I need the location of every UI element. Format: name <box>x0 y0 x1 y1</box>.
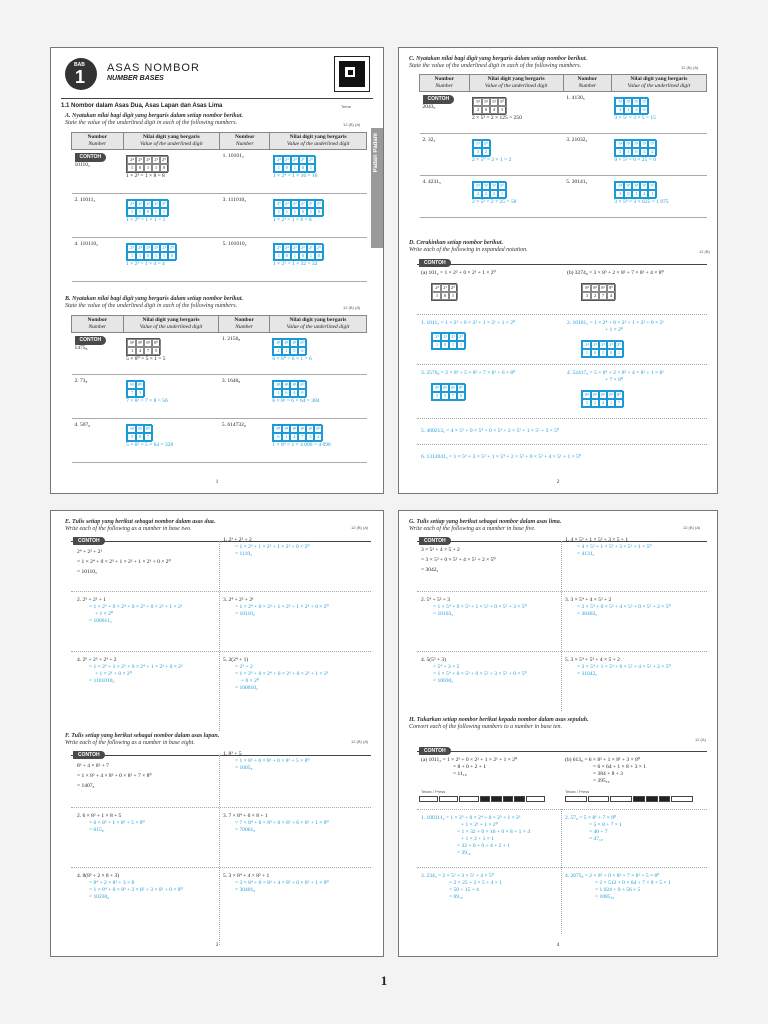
answer-d5: 5. 400213₅ = 4 × 5⁵ + 0 × 5⁴ + 0 × 5³ + 2 × 5² + 1 × 5¹ + 3 × 5⁰ <box>421 428 560 434</box>
answer-f1-line1: = 1 × 8³ + 0 × 8² + 0 × 8¹ + 5 × 8⁰ <box>235 758 310 764</box>
question-b-mark: 12 (B) (A) <box>343 305 361 310</box>
page-3 <box>50 510 384 957</box>
qr-code <box>334 56 370 92</box>
item-e3 <box>223 597 329 618</box>
item-g2 <box>421 597 527 618</box>
answer-g4-line3: = 10030₅ <box>433 678 454 684</box>
item-f3 <box>223 813 329 834</box>
answer-h2-line1: 2. 57₈ = 5 × 8¹ + 7 × 8⁰ <box>565 815 617 821</box>
place-value-grid: 2⁴ 2³ 2² 2¹ 2⁰ 1 0 1 0 1 <box>273 155 315 173</box>
answer-f3-line2: = 70061₈ <box>235 827 256 833</box>
answer-e4-line1: = 1 × 2⁶ + 1 × 2⁵ + 0 × 2⁴ + 1 × 2³ + 0 × 2² <box>89 664 183 670</box>
answer-e5-line2: = 1 × 2⁵ + 0 × 2⁴ + 0 × 2³ + 0 × 2² + 1 × 2¹ <box>235 671 329 677</box>
answer-f4-line3: = 10230₈ <box>89 894 110 900</box>
page-2 <box>398 47 718 494</box>
example-g-line2: = 3 × 5³ + 0 × 5² + 4 × 5¹ + 2 × 5⁰ <box>421 557 496 563</box>
item-e4 <box>77 657 183 685</box>
chapter-badge <box>65 58 97 90</box>
question-d-text: D. Cerakinkan setiap nombor berikut. <box>409 240 504 246</box>
tema-tag: Tema <box>341 104 351 109</box>
question-a <box>65 113 355 127</box>
item-g3 <box>565 597 671 618</box>
example-h-b-line4: = 395₁₀ <box>593 778 610 784</box>
grid-d-b: 8³ 8² 8¹ 8⁰ 3 2 7 4 <box>581 281 615 301</box>
place-value-grid: 5³ 5² 5¹ 5⁰ 4 1 3 0 <box>614 97 648 115</box>
answer-e3-line1: = 1 × 2⁴ + 0 × 2³ + 1 × 2² + 1 × 2¹ + 0 × 2⁰ <box>235 604 329 610</box>
answer-a4: 1 × 2² = 1 × 4 = 4 <box>126 261 165 267</box>
item-a3: 3. 111010₂ <box>220 194 270 238</box>
th-number: Number <box>88 141 107 147</box>
contoh-label: CONTOH <box>75 153 107 162</box>
th-number: Number <box>88 324 107 330</box>
item-c3: 3. 21032₅ <box>563 134 611 176</box>
item-e5-question: 5. 2(2⁴ + 1) <box>223 657 249 663</box>
item-f3-question: 3. 7 × 8⁴ + 6 × 8 + 1 <box>223 813 268 819</box>
answer-h4-line1: 4. 2075₈ = 2 × 8³ + 0 × 8² + 7 × 8¹ + 5 × 8⁰ <box>565 873 660 879</box>
question-b-english: State the value of the underlined digit in each of the following numbers. <box>65 303 238 309</box>
question-c <box>409 56 699 70</box>
answer-h3-line4: = 69₁₀ <box>449 894 463 900</box>
item-f4 <box>77 873 183 901</box>
question-b-text: B. Nyatakan nilai bagi digit yang bergaris dalam setiap nombor berikut. <box>65 296 244 302</box>
answer-h3-line2: = 2 × 25 + 3 × 5 + 4 × 1 <box>449 880 502 886</box>
example-number: 1475₈ <box>74 345 88 351</box>
place-value-grid: 8¹ 8⁰ 7 3 <box>126 380 144 398</box>
answer-g3-line1: = 3 × 5⁴ + 0 × 5³ + 4 × 5² + 0 × 5¹ + 2 × 5⁰ <box>577 604 671 610</box>
question-h <box>409 717 699 731</box>
th-nilai: Nilai digit yang bergaris <box>142 134 200 140</box>
place-value-grid: 2⁴ 2³ 2² 2¹ 2⁰ 1 1 0 1 1 <box>126 199 168 217</box>
page-number: 3 <box>215 943 219 948</box>
place-value-grid: 5⁴ 5³ 5² 5¹ 5⁰ 2 1 0 3 2 <box>614 139 656 157</box>
question-b <box>65 296 355 310</box>
answer-d6: 6. 1312041₅ = 1 × 5⁶ + 3 × 5⁵ + 1 × 5⁴ + 2 × 5³ + 0 × 5² + 4 × 5¹ + 1 × 5⁰ <box>421 454 581 460</box>
th-nilai: Nilai digit yang bergaris <box>630 76 688 82</box>
question-f <box>65 733 355 747</box>
example-number: 10110₂ <box>74 162 90 168</box>
th-number: Number <box>435 83 454 89</box>
example-working: 5 × 8⁰ = 5 × 1 = 5 <box>126 356 166 362</box>
answer-d2-cont: + 1 × 2⁰ <box>605 327 624 333</box>
contoh-label: CONTOH <box>75 336 107 345</box>
answer-e2-line2: + 1 × 2⁰ <box>95 611 114 617</box>
answer-e5-line1: = 2⁵ + 2 <box>235 664 253 670</box>
place-value-grid: 2⁴ 2³ 2² 2¹ 2⁰ 1 0 1 1 0 <box>126 155 168 173</box>
place-value-grid: 5³ 5² 5¹ 5⁰ 2 0 4 3 <box>472 97 506 115</box>
answer-b4: 5 × 8² = 5 × 64 = 320 <box>126 442 174 448</box>
item-c1: 1. 4130₅ <box>563 92 611 134</box>
answer-h4-line2: = 2 × 512 + 0 × 64 + 7 × 8 + 5 × 1 <box>595 880 671 886</box>
answer-f5-line2: = 30401₈ <box>235 887 256 893</box>
item-c4: 4. 4231₅ <box>420 176 470 218</box>
item-f5-question: 5. 3 × 8⁴ + 4 × 8² + 1 <box>223 873 270 879</box>
contoh-label: CONTOH <box>73 751 105 759</box>
answer-h1-line6: = 39₁₀ <box>457 850 471 856</box>
sheet-number: 1 <box>380 973 388 988</box>
th-nombor: Nombor <box>434 76 455 82</box>
item-c5: 5. 30141₅ <box>563 176 611 218</box>
table-a <box>71 132 367 282</box>
section-heading: 1.1 Nombor dalam Asas Dua, Asas Lapan dan Asas Lima <box>61 103 223 109</box>
item-a2: 2. 11011₂ <box>72 194 124 238</box>
answer-f4-line1: = 8⁴ + 2 × 8² + 3 × 8 <box>89 880 135 886</box>
answer-f4-line2: = 1 × 8⁴ + 0 × 8³ + 2 × 8² + 3 × 8¹ + 0 × 8⁰ <box>89 887 183 893</box>
question-e-text: E. Tulis setiap yang berikut sebagai nombor dalam asas dua. <box>65 519 216 525</box>
answer-g1-line2: = 4131₅ <box>577 551 595 557</box>
answer-e4-line3: = 1101010₂ <box>89 678 115 684</box>
item-g4 <box>421 657 527 685</box>
answer-f2-line2: = 615₈ <box>89 827 104 833</box>
question-a-english: State the value of the underlined digit in each of the following numbers. <box>65 120 238 126</box>
answer-e1-line2: = 1110₂ <box>235 551 252 557</box>
contoh-label: CONTOH <box>73 537 105 545</box>
answer-g3-line2: = 30402₅ <box>577 611 598 617</box>
example-e-line3: = 10110₂ <box>77 569 97 575</box>
answer-c5: 3 × 5⁴ = 3 × 625 = 1 875 <box>614 199 669 205</box>
th-nilai: Nilai digit yang bergaris <box>142 317 200 323</box>
place-value-grid: 8² 8¹ 8⁰ 5 0 7 <box>126 424 152 442</box>
answer-b5: 1 × 8⁴ = 1 × 4 096 = 4 096 <box>272 442 331 448</box>
answer-b2: 7 × 8¹ = 7 × 8 = 56 <box>126 398 168 404</box>
example-h-a-line3: = 11₁₀ <box>453 771 467 777</box>
answer-a1: 1 × 2⁴ = 1 × 16 = 16 <box>272 173 318 179</box>
answer-c1: 3 × 5¹ = 3 × 5 = 15 <box>614 115 656 121</box>
item-g5 <box>565 657 671 678</box>
item-g1 <box>565 537 652 558</box>
place-value-grid: 8³ 8² 8¹ 8⁰ 1 6 4 0 <box>272 380 306 398</box>
page-1 <box>50 47 384 494</box>
th-number: Number <box>578 83 597 89</box>
th-number: Number <box>235 324 253 330</box>
item-e1-question: 1. 2³ + 2² + 2 <box>223 537 252 543</box>
th-nombor: Nombor <box>87 317 108 323</box>
answer-d2: 2. 10101₂ = 1 × 2⁴ + 0 × 2³ + 1 × 2² + 0 × 2¹ <box>567 320 664 326</box>
answer-e1-line1: = 1 × 2³ + 1 × 2² + 1 × 2¹ + 0 × 2⁰ <box>235 544 310 550</box>
answer-h4-line3: = 1 024 + 0 + 56 + 5 <box>595 887 641 893</box>
place-value-grid: 5³ 5² 5¹ 5⁰ 4 2 3 1 <box>472 181 506 199</box>
answer-h2-line3: = 40 + 7 <box>589 829 608 835</box>
question-g-english: Write each of the following as a number in base five. <box>409 526 536 532</box>
example-h-a-line1: (a) 1011₂ = 1 × 2³ + 0 × 2² + 1 × 2¹ + 1 × 2⁰ <box>421 757 518 763</box>
chapter-subtitle: NUMBER BASES <box>107 75 164 82</box>
item-g3-question: 3. 3 × 5⁴ + 4 × 5² + 2 <box>565 597 612 603</box>
question-e <box>65 519 355 533</box>
question-e-mark: 12 (B) (A) <box>351 525 369 530</box>
table-b <box>71 315 367 463</box>
item-d1 <box>421 320 515 327</box>
th-value: Value of the underlined digit <box>139 324 203 330</box>
answer-b3: 6 × 8² = 6 × 64 = 384 <box>272 398 320 404</box>
answer-g4-line2: = 1 × 5⁴ + 0 × 5³ + 0 × 5² + 3 × 5¹ + 0 × 5⁰ <box>433 671 527 677</box>
contoh-label: CONTOH <box>419 259 451 267</box>
question-a-text: A. Nyatakan nilai bagi digit yang bergaris dalam setiap nombor berikut. <box>65 113 244 119</box>
contoh-label: CONTOH <box>419 747 451 755</box>
answer-g4-line1: = 5⁴ + 3 × 5 <box>433 664 460 670</box>
example-working: 2 × 5³ = 2 × 125 = 250 <box>472 115 522 121</box>
answer-g2-line1: = 1 × 5⁴ + 0 × 5³ + 1 × 5² + 0 × 5¹ + 3 × 5⁰ <box>433 604 527 610</box>
calculator-keys-a <box>419 796 545 802</box>
example-d-b: (b) 3274₈ = 3 × 8³ + 2 × 8² + 7 × 8¹ + 4 × 8⁰ <box>567 270 664 276</box>
item-f2 <box>77 813 145 834</box>
place-value-grid: 2⁵ 2⁴ 2³ 2² 2¹ 2⁰ 1 0 1 0 1 0 <box>273 243 323 261</box>
example-working: 1 × 2³ = 1 × 8 = 8 <box>126 173 165 179</box>
question-a-mark: 12 (B) (A) <box>343 122 361 127</box>
grid-d-a: 2² 2¹ 2⁰ 1 0 1 <box>431 281 457 301</box>
example-h-b-line3: = 384 + 8 + 3 <box>593 771 623 777</box>
item-a1: 1. 10101₂ <box>220 150 270 194</box>
item-f2-question: 2. 6 × 8² + 1 × 8 + 5 <box>77 813 122 819</box>
question-h-text: H. Tukarkan setiap nombor berikut kepada nombor dalam asas sepuluh. <box>409 717 589 723</box>
page-4 <box>398 510 718 957</box>
th-nilai: Nilai digit yang bergaris <box>487 76 545 82</box>
place-value-grid: 5¹ 5⁰ 3 2 <box>472 139 490 157</box>
answer-f1-line2: = 1005₈ <box>235 765 253 771</box>
place-value-grid: 8³ 8² 8¹ 8⁰ 1 4 7 5 <box>126 338 160 356</box>
item-h4 <box>565 873 671 901</box>
item-e2-question: 2. 2⁵ + 2¹ + 1 <box>77 597 107 603</box>
example-d-a: (a) 101₂ = 1 × 2² + 0 × 2¹ + 1 × 2⁰ <box>421 270 496 276</box>
answer-f2-line1: = 6 × 8² + 1 × 8¹ + 5 × 8⁰ <box>89 820 145 826</box>
item-b4: 4. 507₈ <box>72 419 124 463</box>
item-h3 <box>421 873 502 901</box>
th-nilai: Nilai digit yang bergaris <box>289 134 347 140</box>
item-e4-question: 4. 2⁶ + 2⁵ + 2³ + 2 <box>77 657 117 663</box>
contoh-label: CONTOH <box>423 95 455 104</box>
answer-h3-line3: = 50 + 15 + 4 <box>449 887 479 893</box>
th-value: Value of the underlined digit <box>286 141 350 147</box>
page-number: 4 <box>556 943 560 948</box>
item-e5 <box>223 657 328 692</box>
question-f-mark: 12 (B) (A) <box>351 739 369 744</box>
answer-e5-line3: + 0 × 2⁰ <box>241 678 260 684</box>
answer-h1-line5: = 32 + 0 + 0 + 4 + 2 + 1 <box>457 843 510 849</box>
answer-h1-line2: + 1 × 2¹ + 1 × 2⁰ <box>461 822 498 828</box>
question-d-mark: 12 (B) <box>699 249 710 254</box>
question-e-english: Write each of the following as a number in base two. <box>65 526 192 532</box>
question-c-english: State the value of the underlined digit in each of the following numbers. <box>409 63 582 69</box>
th-nombor: Nombor <box>577 76 598 82</box>
answer-g1-line1: = 4 × 5³ + 1 × 5² + 3 × 5¹ + 1 × 5⁰ <box>577 544 652 550</box>
answer-b1: 6 × 8⁰ = 6 × 1 = 6 <box>272 356 312 362</box>
th-number: Number <box>235 141 254 147</box>
example-e-line2: = 1 × 2⁴ + 0 × 2³ + 1 × 2² + 1 × 2¹ + 0 × 2⁰ <box>77 559 171 565</box>
th-nombor: Nombor <box>234 317 254 323</box>
question-g-text: G. Tulis setiap yang berikut sebagai nombor dalam asas lima. <box>409 519 562 525</box>
example-e-line1: 2⁴ + 2² + 2¹ <box>77 549 103 555</box>
question-g-mark: 12 (B) (A) <box>683 525 701 530</box>
answer-c2: 2 × 5⁰ = 2 × 1 = 2 <box>472 157 512 163</box>
item-b2: 2. 73₈ <box>72 375 124 419</box>
calculator-keys-b <box>565 796 693 802</box>
answer-g2-line2: = 10103₅ <box>433 611 454 617</box>
example-number: 2043₅ <box>422 104 436 110</box>
answer-d4-cont: + 7 × 8⁰ <box>605 377 624 383</box>
example-h-b <box>565 757 646 785</box>
example-h-b-line1: (b) 613₈ = 6 × 8² + 1 × 8¹ + 3 × 8⁰ <box>565 757 641 763</box>
th-value: Value of the underlined digit <box>484 83 548 89</box>
item-h1 <box>421 815 530 857</box>
item-g2-question: 2. 5⁴ + 5² + 3 <box>421 597 451 603</box>
item-b5: 5. 614732₈ <box>219 419 270 463</box>
item-g5-question: 5. 3 × 5⁴ + 5³ + 4 × 5 + 2 <box>565 657 620 663</box>
example-g-line3: = 3042₅ <box>421 567 439 573</box>
question-d-english: Write each of the following in expanded notation. <box>409 247 528 253</box>
item-f4-question: 4. 8(8³ + 2 × 8 + 3) <box>77 873 120 879</box>
example-f-line1: 8³ + 4 × 8² + 7 <box>77 763 109 769</box>
answer-h1-line1: 1. 100111₂ = 1 × 2⁵ + 0 × 2⁴ + 0 × 2³ + 1 × 2² <box>421 815 521 821</box>
answer-h2-line4: = 47₁₀ <box>589 836 603 842</box>
item-g1-question: 1. 4 × 5³ + 1 × 5² + 3 × 5 + 1 <box>565 537 629 543</box>
question-g <box>409 519 699 533</box>
answer-d1: 1. 1011₂ = 1 × 2³ + 0 × 2² + 1 × 2¹ + 1 × 2⁰ <box>421 320 516 326</box>
question-h-mark: 12 (A) <box>695 737 706 742</box>
question-c-text: C. Nyatakan nilai bagi digit yang bergaris dalam setiap nombor berikut. <box>409 56 588 62</box>
question-f-text: F. Tulis setiap yang berikut sebagai nombor dalam asas lapan. <box>65 733 220 739</box>
th-value: Value of the underlined digit <box>286 324 350 330</box>
item-e1 <box>223 537 310 558</box>
grid-d1: 2³ 2² 2¹ 2⁰ 1 0 1 1 <box>431 330 465 350</box>
place-value-grid: 2⁵ 2⁴ 2³ 2² 2¹ 2⁰ 1 1 0 1 1 0 <box>126 243 176 261</box>
example-e <box>77 549 171 576</box>
th-value: Value of the underlined digit <box>139 141 203 147</box>
example-f-line2: = 1 × 8³ + 4 × 8² + 0 × 8¹ + 7 × 8⁰ <box>77 773 152 779</box>
item-c2: 2. 32₅ <box>420 134 470 176</box>
question-c-mark: 12 (B) (A) <box>681 65 699 70</box>
item-h2 <box>565 815 622 843</box>
item-e3-question: 3. 2⁴ + 2² + 2¹ <box>223 597 254 603</box>
example-f <box>77 763 152 790</box>
answer-h1-line4: + 1 × 2 + 1 × 1 <box>461 836 495 842</box>
answer-e4-line2: + 1 × 2¹ + 0 × 2⁰ <box>95 671 132 677</box>
example-h-a-line2: = 8 + 0 + 2 + 1 <box>453 764 487 770</box>
place-value-grid: 2⁵ 2⁴ 2³ 2² 2¹ 2⁰ 1 1 1 0 1 0 <box>273 199 323 217</box>
item-f1-question: 1. 8³ + 5 <box>223 751 242 757</box>
answer-a3: 1 × 2³ = 1 × 8 = 8 <box>272 217 312 223</box>
place-value-grid: 8⁵ 8⁴ 8³ 8² 8¹ 8⁰ 6 1 4 7 3 2 <box>272 424 322 442</box>
contoh-label: CONTOH <box>419 537 451 545</box>
side-tab-label: Padan Padam <box>373 133 379 173</box>
answer-g5-line2: = 31042₅ <box>577 671 598 677</box>
answer-f3-line1: = 7 × 8⁴ + 0 × 8³ + 0 × 8² + 6 × 8¹ + 1 × 8⁰ <box>235 820 329 826</box>
answer-c4: 2 × 5² = 2 × 25 = 50 <box>472 199 517 205</box>
th-value: Value of the underlined digit <box>627 83 691 89</box>
bab-number: 1 <box>75 67 86 87</box>
answer-d3: 3. 2576₈ = 2 × 8³ + 5 × 8² + 7 × 8¹ + 6 × 8⁰ <box>421 370 516 376</box>
side-tab <box>371 128 383 248</box>
grid-d2: 2⁴ 2³ 2² 2¹ 2⁰ 1 0 1 0 1 <box>581 338 623 358</box>
example-g-line1: 3 × 5³ + 4 × 5 + 2 <box>421 547 460 553</box>
bab-word: BAB <box>74 62 85 68</box>
th-nombor: Nombor <box>234 134 255 140</box>
answer-e2-line1: = 1 × 2⁵ + 0 × 2⁴ + 0 × 2³ + 0 × 2² + 1 × 2¹ <box>89 604 183 610</box>
question-h-english: Convert each of the following numbers to a number in base ten. <box>409 724 562 730</box>
answer-h2-line2: = 5 × 8 + 7 × 1 <box>589 822 623 828</box>
question-f-english: Write each of the following as a number in base eight. <box>65 740 195 746</box>
example-g <box>421 547 496 574</box>
grid-d3: 8³ 8² 8¹ 8⁰ 2 5 7 6 <box>431 381 465 401</box>
item-b3: 3. 1640₈ <box>219 375 270 419</box>
item-f5 <box>223 873 329 894</box>
answer-f5-line1: = 3 × 8⁴ + 0 × 8³ + 4 × 8² + 0 × 8¹ + 1 × 8⁰ <box>235 880 329 886</box>
item-e2 <box>77 597 182 625</box>
calc-label-b: Tekan / Press <box>565 789 590 794</box>
item-a4: 4. 110110₂ <box>72 238 124 282</box>
example-h-b-line2: = 6 × 64 + 1 × 8 + 3 × 1 <box>593 764 646 770</box>
answer-h3-line1: 3. 234₅ = 2 × 5² + 3 × 5¹ + 4 × 5⁰ <box>421 873 494 879</box>
answer-e2-line3: = 100011₂ <box>89 618 112 624</box>
answer-d4: 4. 52417₈ = 5 × 8⁴ + 2 × 8³ + 4 × 8² + 1 × 8¹ <box>567 370 664 376</box>
answer-h1-line3: = 1 × 32 + 0 × 16 + 0 × 8 + 1 × 4 <box>457 829 530 835</box>
item-f1 <box>223 751 310 772</box>
item-g4-question: 4. 5(5³ + 3) <box>421 657 446 663</box>
answer-g5-line1: = 3 × 5⁴ + 1 × 5³ + 0 × 5² + 4 × 5¹ + 2 × 5⁰ <box>577 664 671 670</box>
th-nilai: Nilai digit yang bergaris <box>289 317 347 323</box>
chapter-title: ASAS NOMBOR <box>107 62 200 74</box>
answer-e5-line4: = 100010₂ <box>235 685 258 691</box>
grid-d4: 8⁴ 8³ 8² 8¹ 8⁰ 5 2 4 1 7 <box>581 388 623 408</box>
answer-a5: 1 × 2⁵ = 1 × 32 = 32 <box>272 261 318 267</box>
table-c <box>419 74 707 218</box>
answer-e3-line2: = 10110₂ <box>235 611 255 617</box>
answer-c3: 0 × 5² = 0 × 25 = 0 <box>614 157 656 163</box>
answer-h4-line4: = 1085₁₀ <box>595 894 615 900</box>
item-b1: 1. 2156₈ <box>219 333 270 375</box>
calc-label-a: Tekan / Press <box>421 789 446 794</box>
example-f-line3: = 1407₈ <box>77 783 95 789</box>
place-value-grid: 5⁴ 5³ 5² 5¹ 5⁰ 3 0 1 4 1 <box>614 181 656 199</box>
example-h-a <box>421 757 517 778</box>
page-number: 2 <box>556 480 560 485</box>
answer-a2: 1 × 2⁰ = 1 × 1 = 1 <box>126 217 166 223</box>
place-value-grid: 8³ 8² 8¹ 8⁰ 2 1 5 6 <box>272 338 306 356</box>
question-d <box>409 240 699 254</box>
item-a5: 5. 101010₂ <box>220 238 270 282</box>
page-number: 1 <box>215 480 219 485</box>
th-nombor: Nombor <box>87 134 108 140</box>
